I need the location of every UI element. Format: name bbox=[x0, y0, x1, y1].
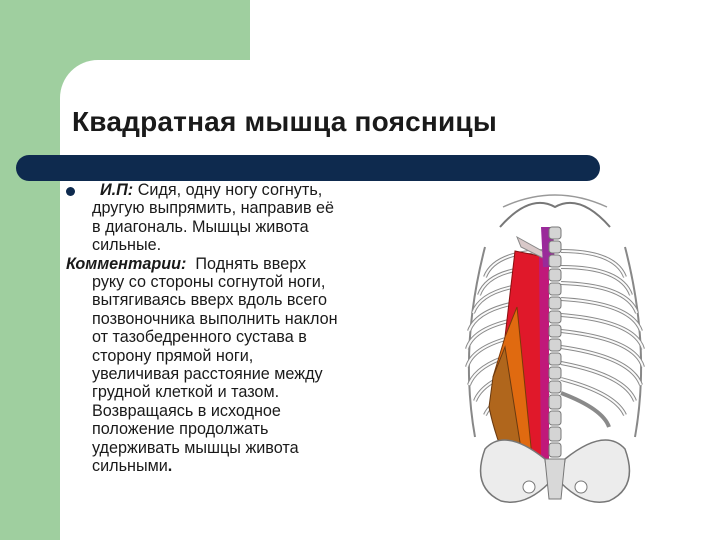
spine bbox=[549, 227, 561, 457]
start-position-label: И.П: bbox=[100, 181, 134, 199]
bullet-paragraph bbox=[66, 181, 406, 255]
comment-line-1 bbox=[66, 255, 406, 273]
comment-line-12 bbox=[66, 457, 406, 475]
comment-text-12: сильными bbox=[92, 457, 168, 476]
sacrum bbox=[545, 459, 565, 499]
bullet-text-1: Сидя, одну ногу согнуть, bbox=[137, 181, 323, 199]
comment-line-5: от тазобедренного сустава в bbox=[92, 328, 307, 347]
comment-line-8: грудной клеткой и тазом. bbox=[92, 383, 280, 402]
slide-body bbox=[66, 181, 406, 476]
comment-line-6: сторону прямой ноги, bbox=[92, 346, 254, 365]
comment-line-4: позвоночника выполнить наклон bbox=[92, 309, 338, 328]
hip-socket-right bbox=[575, 481, 587, 493]
comment-label: Комментарии: bbox=[66, 254, 187, 273]
comment-line-3: вытягиваясь вверх вдоль всего bbox=[92, 291, 327, 310]
hip-socket-left bbox=[523, 481, 535, 493]
comment-paragraph bbox=[66, 255, 406, 476]
comment-line-7: увеличивая расстояние между bbox=[92, 365, 323, 384]
comment-line-9: Возвращаясь в исходное bbox=[92, 401, 281, 420]
shoulder-outline bbox=[503, 195, 607, 207]
bullet-line-2: другую выпрямить, направив её bbox=[92, 199, 335, 218]
comment-line-10: положение продолжать bbox=[92, 420, 269, 439]
anatomy-illustration bbox=[445, 187, 665, 517]
title-underline-bar bbox=[16, 155, 600, 181]
bullet-dot-icon bbox=[66, 187, 75, 196]
bullet-line-1 bbox=[92, 181, 406, 199]
slide-title: Квадратная мышца поясницы bbox=[72, 106, 497, 137]
comment-line-2: руку со стороны согнутой ноги, bbox=[92, 273, 326, 292]
bullet-line-3: в диагональ. Мышцы живота bbox=[92, 217, 309, 236]
comment-line-11: удерживать мышцы живота bbox=[92, 438, 299, 457]
clavicle-outline bbox=[500, 203, 610, 227]
bullet-line-4: сильные. bbox=[92, 236, 162, 255]
pelvis-right bbox=[561, 440, 629, 502]
comment-text-1: Поднять вверх bbox=[195, 254, 307, 273]
comment-end-period: . bbox=[167, 457, 173, 476]
